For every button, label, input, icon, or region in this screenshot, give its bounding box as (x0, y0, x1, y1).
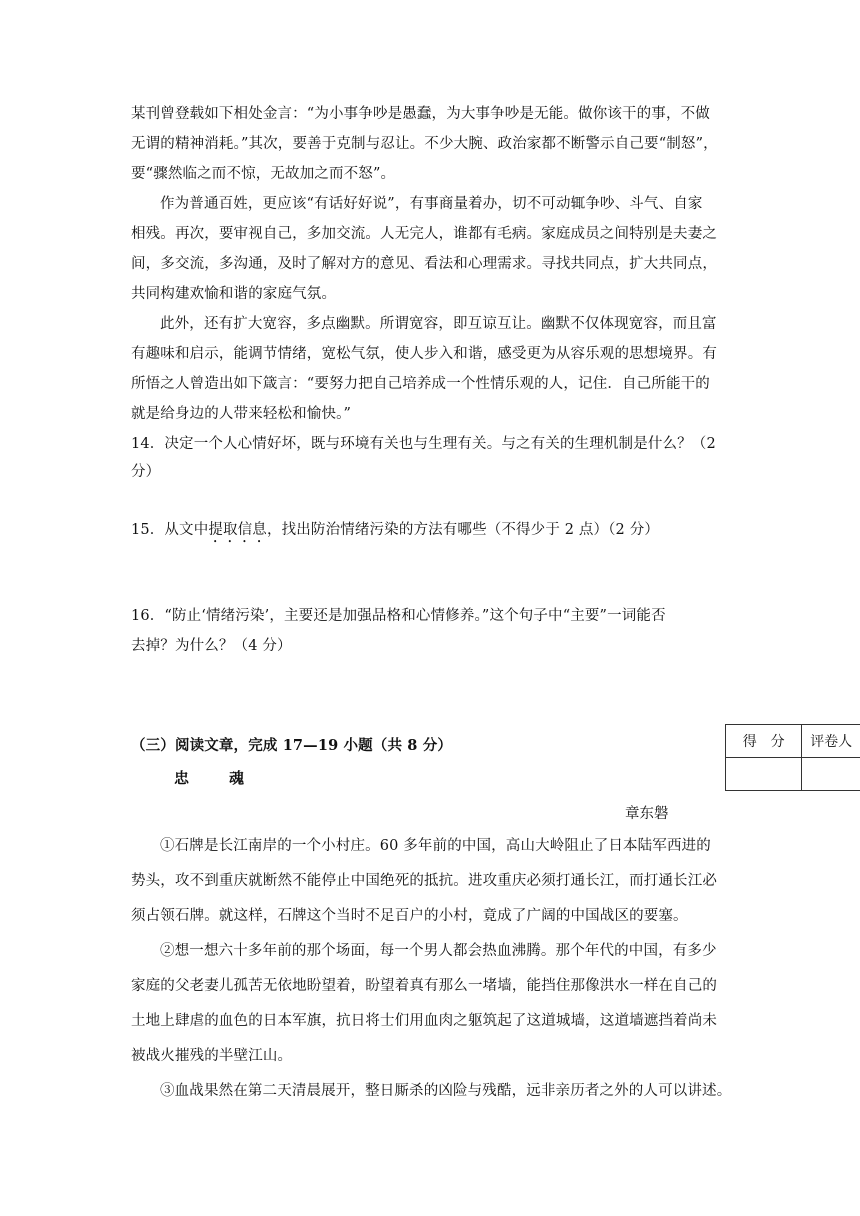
paragraph-line: 所悟之人曾造出如下箴言：“要努力把自己培养成一个性情乐观的人，记住．自己所能干的 (131, 376, 710, 392)
article-line: 家庭的父老妻儿孤苦无依地盼望着，盼望着真有那么一堵墙，能挡住那像洪水一样在自己的 (131, 978, 717, 994)
paragraph-line: 此外，还有扩大宽容，多点幽默。所谓宽容，即互谅互让。幽默不仅体现宽容，而且富 (160, 316, 717, 332)
paragraph-line: 无谓的精神消耗。”其次，要善于克制与忍让。不少大腕、政治家都不断警示自己要“制怒”， (131, 136, 718, 152)
article-line: 须占领石牌。就这样，石牌这个当时不足百户的小村，竟成了广阔的中国战区的要塞。 (131, 908, 688, 924)
score-table (725, 724, 860, 791)
paragraph-line: 相残。再次，要审视自己，多加交流。人无完人，谁都有毛病。家庭成员之间特别是夫妻之 (131, 226, 717, 242)
article-title-char: 忠 (174, 769, 190, 787)
paragraph-line: 间，多交流，多沟通，及时了解对方的意见、看法和心理需求。寻找共同点，扩大共同点， (131, 256, 717, 272)
article-line: 势头，攻不到重庆就断然不能停止中国绝死的抵抗。进攻重庆必须打通长江，而打通长江必 (131, 873, 717, 889)
article-title-char: 魂 (229, 769, 245, 787)
paragraph-line: 共同构建欢愉和谐的家庭气氛。 (131, 286, 337, 302)
grader-cell[interactable] (802, 758, 860, 791)
score-header: 得 分 (726, 725, 802, 758)
article-author: 章东磐 (625, 806, 669, 822)
question-14-cont: 分） (131, 464, 161, 480)
question-14: 14．决定一个人心情好坏，既与环境有关也与生理有关。与之有关的生理机制是什么？（2 (131, 436, 716, 452)
article-line: ③血战果然在第二天清晨展开，整日厮杀的凶险与残酷，远非亲历者之外的人可以讲述。 (160, 1083, 732, 1099)
question-16-cont: 去掉？为什么？（4 分） (131, 638, 292, 654)
article-line: ①石牌是长江南岸的一个小村庄。60 多年前的中国，高山大岭阻止了日本陆军西进的 (160, 838, 711, 854)
article-line: 被战火摧残的半壁江山。 (131, 1048, 293, 1064)
article-title (174, 767, 244, 788)
paragraph-line: 某刊曾登载如下相处金言：“为小事争吵是愚蠢，为大事争吵是无能。做你该干的事，不做 (131, 106, 710, 122)
question-16: 16．“防止‘情绪污染’，主要还是加强品格和心情修养。”这个句子中“主要”一词能否 (131, 608, 666, 624)
article-line: 土地上肆虐的血色的日本军旗，抗日将士们用血肉之躯筑起了这道城墙，这道墙遮挡着尚未 (131, 1013, 717, 1029)
paragraph-line: 作为普通百姓，更应该“有话好好说”，有事商量着办，切不可动辄争吵、斗气、自家 (160, 196, 703, 212)
section-heading: （三）阅读文章，完成 17—19 小题（共 8 分） (131, 737, 453, 754)
question-15-prefix: 15．从文中 (131, 522, 209, 538)
grader-header: 评卷人 (802, 725, 860, 758)
question-15 (131, 520, 731, 546)
paragraph-line: 就是给身边的人带来轻松和愉快。” (131, 406, 352, 422)
question-15-emphasis: 提取信息 (208, 522, 267, 538)
score-cell[interactable] (726, 758, 802, 791)
paragraph-line: 要“骤然临之而不惊，无故加之而不怒”。 (131, 166, 396, 182)
question-15-suffix: ，找出防治情绪污染的方法有哪些（不得少于 2 点）（2 分） (266, 522, 659, 538)
paragraph-line: 有趣味和启示，能调节情绪，宽松气氛，使人步入和谐，感受更为从容乐观的思想境界。有 (131, 346, 717, 362)
article-line: ②想一想六十多年前的那个场面，每一个男人都会热血沸腾。那个年代的中国，有多少 (160, 943, 717, 959)
